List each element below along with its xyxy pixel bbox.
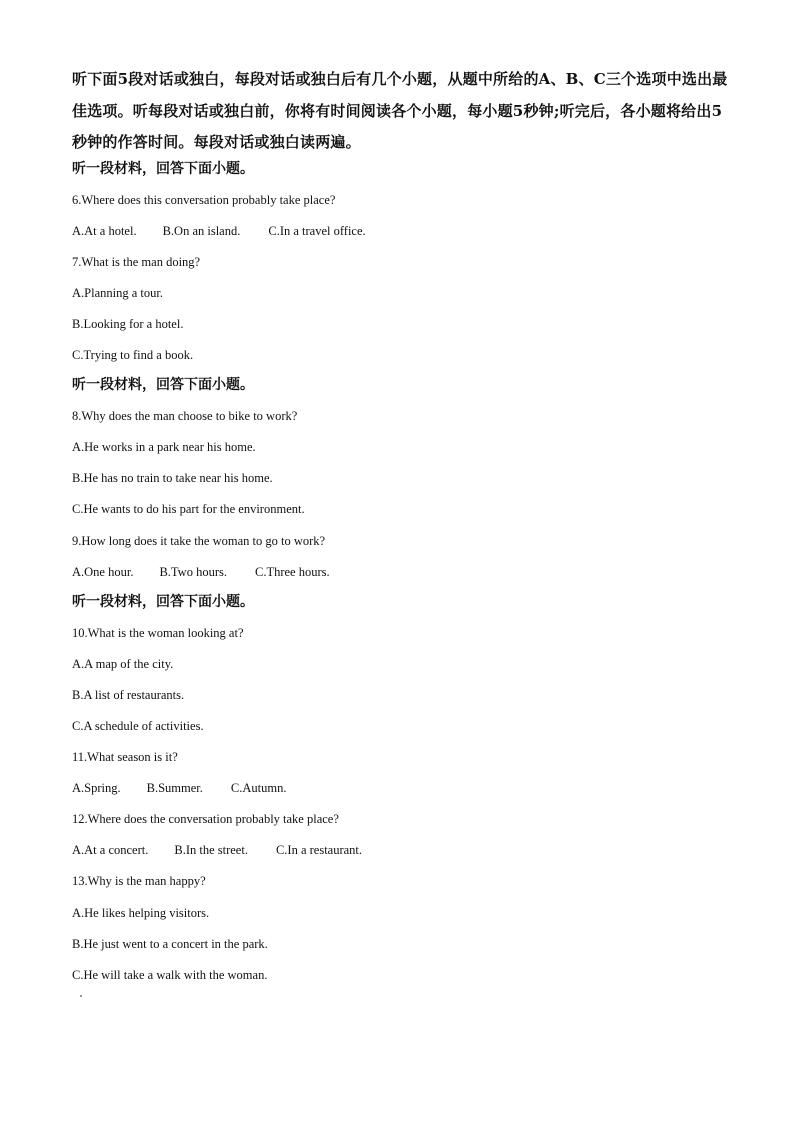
option-a: A.A map of the city. — [72, 656, 174, 671]
question-6: 6.Where does this conversation probably take place? — [72, 192, 336, 207]
option-a: A.He works in a park near his home. — [72, 440, 256, 455]
question-9: 9.How long does it take the woman to go to work? — [72, 533, 326, 548]
option-c: C.Three hours. — [254, 564, 330, 579]
question-9-options — [72, 565, 732, 580]
option-c: C.In a travel office. — [268, 223, 366, 238]
section-heading-3: 听一段材料，回答下面小题。 — [72, 593, 254, 610]
option-a: A.Spring. — [72, 781, 121, 796]
option-a: A.At a hotel. — [72, 223, 137, 238]
option-c: C.Autumn. — [230, 781, 287, 796]
section-instructions: 听下面5段对话或独白，每段对话或独白后有几个小题，从题中所给的A、B、C三个选项中选出最佳选项。听每段对话或独白前，你将有时间阅读各个小题，每小题5秒钟;听完后，各小题将给出5秒钟的作答时间。每段对话或独白读两遍。 — [72, 70, 728, 151]
option-c: C.Trying to find a book. — [72, 348, 194, 363]
option-b: B.Summer. — [146, 781, 203, 796]
option-b: B.He has no train to take near his home. — [72, 471, 273, 486]
option-b: B.In the street. — [174, 843, 248, 858]
question-11-options — [72, 781, 732, 796]
question-8: 8.Why does the man choose to bike to work? — [72, 409, 298, 424]
option-c: C.A schedule of activities. — [72, 719, 204, 733]
option-b: B.A list of restaurants. — [72, 687, 185, 702]
question-10: 10.What is the woman looking at? — [72, 625, 244, 640]
option-a: A.One hour. — [72, 564, 134, 579]
question-11: 11.What season is it? — [72, 750, 178, 765]
option-b: B.Two hours. — [159, 564, 227, 579]
question-12: 12.Where does the conversation probably take place? — [72, 812, 339, 827]
option-c: C.In a restaurant. — [275, 843, 363, 858]
document-page — [72, 64, 732, 983]
option-b: B.On an island. — [162, 223, 241, 238]
question-7: 7.What is the man doing? — [72, 254, 201, 269]
option-c: C.He wants to do his part for the environment. — [72, 502, 305, 517]
option-a: A.At a concert. — [72, 843, 149, 858]
option-b: B.Looking for a hotel. — [72, 316, 184, 331]
option-a: A.Planning a tour. — [72, 285, 163, 300]
option-c: C.He will take a walk with the woman. — [72, 967, 268, 982]
option-b: B.He just went to a concert in the park. — [72, 936, 268, 951]
question-13: 13.Why is the man happy? — [72, 874, 206, 889]
option-a: A.He likes helping visitors. — [72, 905, 210, 920]
section-heading-2: 听一段材料，回答下面小题。 — [72, 377, 254, 394]
page-speck — [80, 995, 82, 997]
section-heading-1: 听一段材料，回答下面小题。 — [72, 160, 254, 177]
question-6-options — [72, 224, 732, 239]
question-12-options — [72, 843, 732, 858]
